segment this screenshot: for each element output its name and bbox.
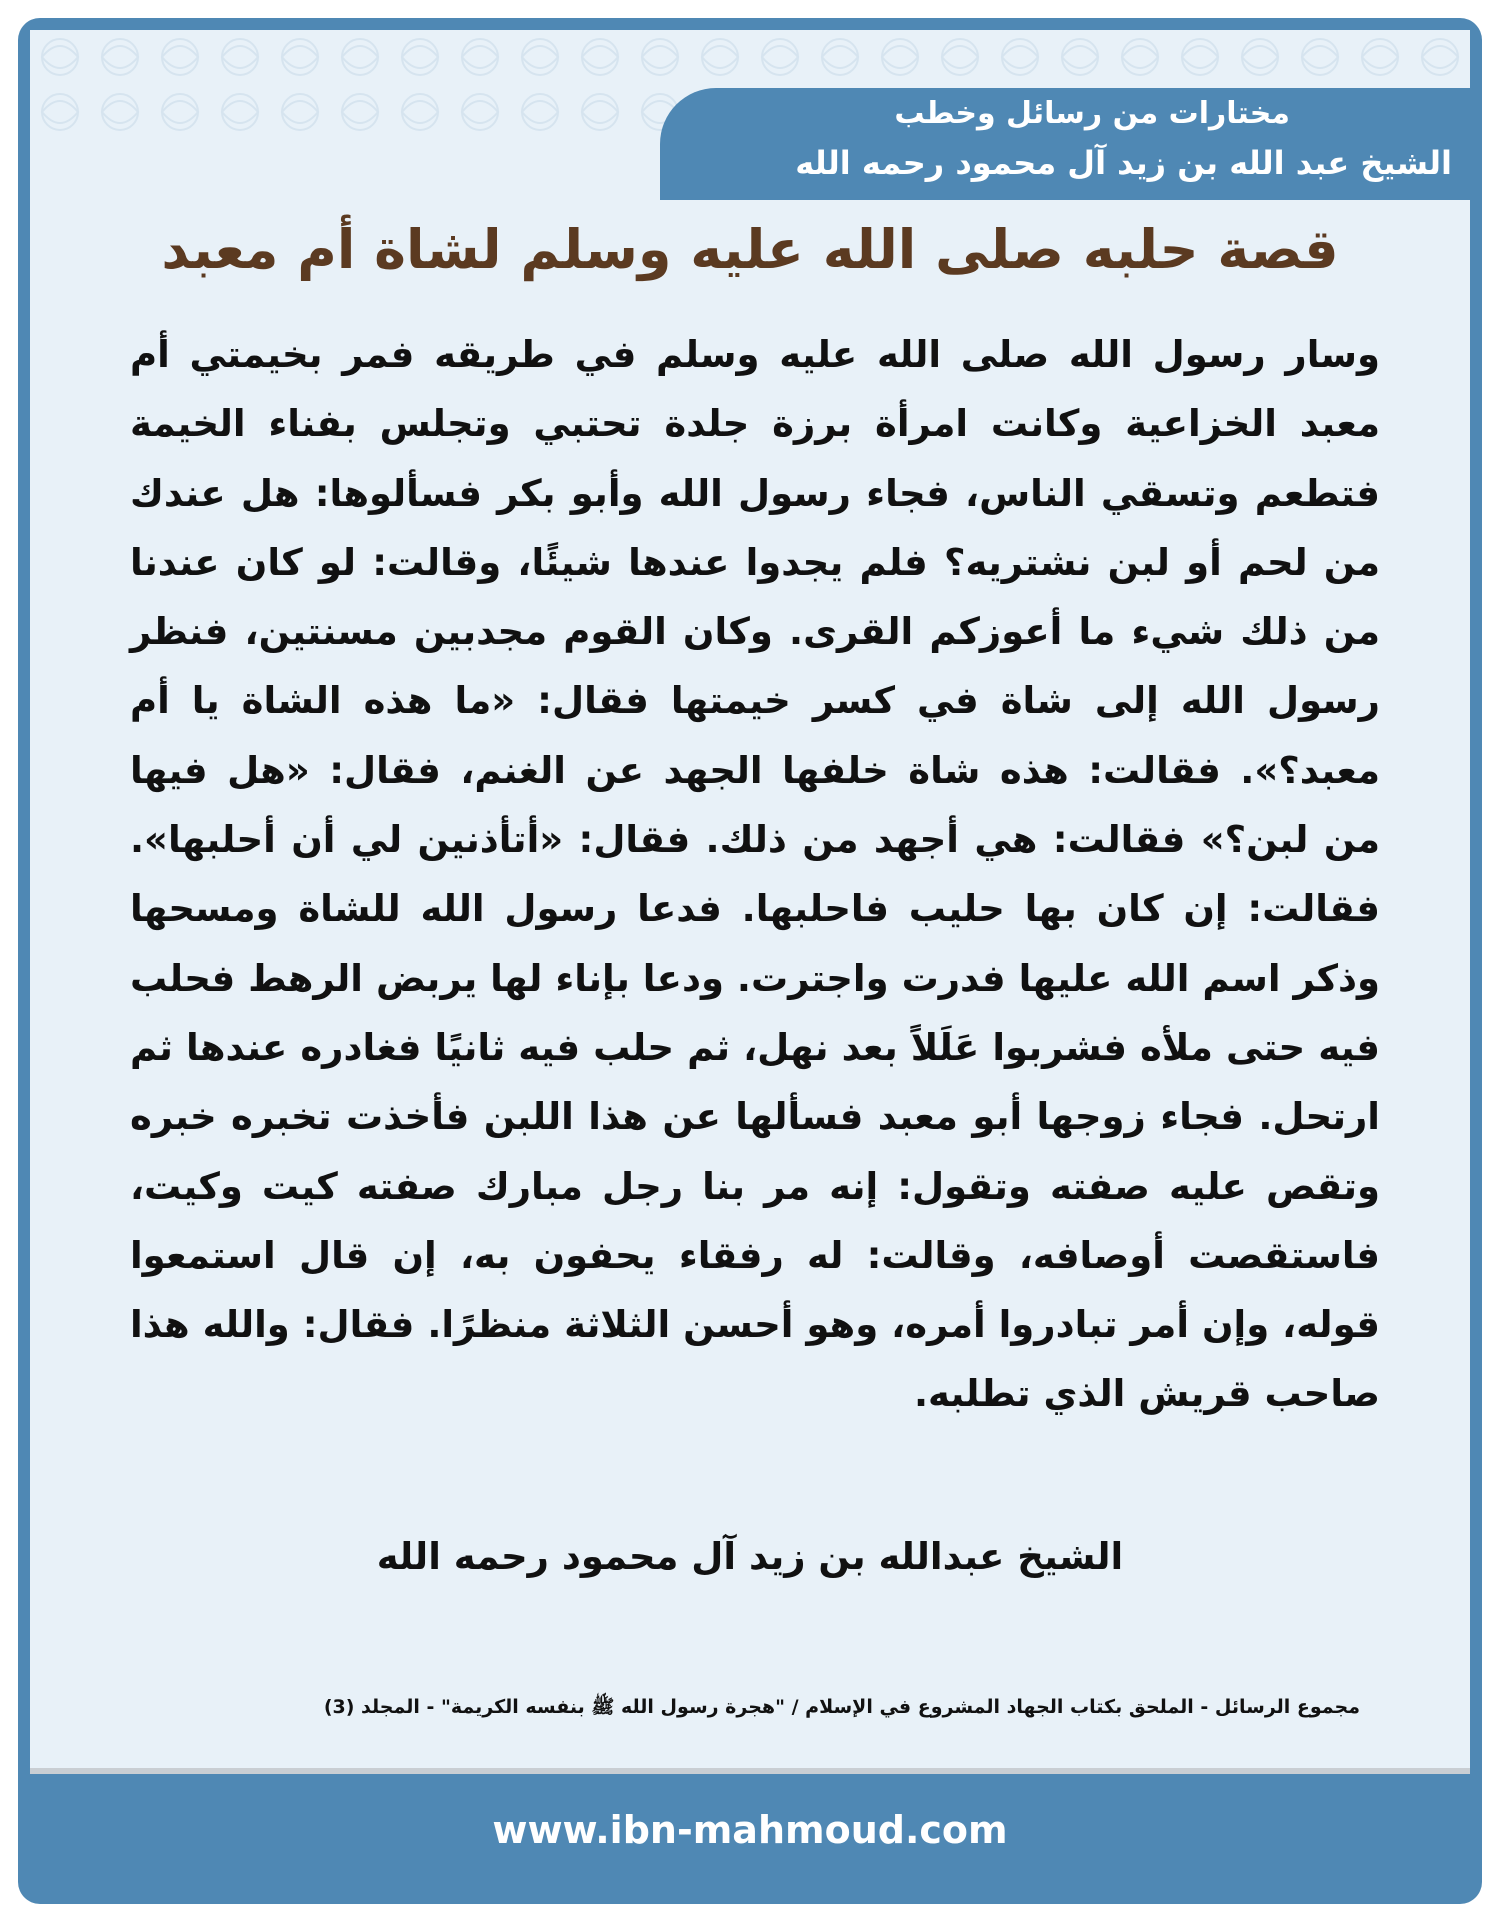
page-title: قصة حلبه صلى الله عليه وسلم لشاة أم معبد (161, 218, 1339, 281)
website-link[interactable]: www.ibn-mahmoud.com (492, 1808, 1008, 1852)
source-citation: مجموع الرسائل - الملحق بكتاب الجهاد المشروع في الإسلام / "هجرة رسول الله ﷺ بنفسه الكريمة" - المجلد (3) (323, 1696, 1360, 1718)
author-signature: الشيخ عبدالله بن زيد آل محمود رحمه الله (376, 1535, 1124, 1578)
content-panel (30, 30, 1470, 1774)
article-body: وسار رسول الله صلى الله عليه وسلم في طريقه فمر بخيمتي أم معبد الخزاعية وكانت امرأة برزة جلدة تحتبي وتجلس بفناء الخيمة فتطعم وتسقي الناس، فجاء رسول الله وأبو بكر فسألوها: هل عندك من لحم أو لبن نشتريه؟ فلم يجدوا عندها شيئًا، وقالت: لو كان عندنا من ذلك شيء ما أعوزكم القرى. وكان القوم مجدبين مسنتين، فنظر رسول الله إلى شاة في كسر خيمتها فقال: «ما هذه الشاة يا أم معبد؟». فقالت: هذه شاة خلفها الجهد عن الغنم، فقال: «هل فيها من لبن؟» فقالت: هي أجهد من ذلك. فقال: «أتأذنين لي أن أحلبها». فقالت: إن كان بها حليب فاحلبها. فدعا رسول الله للشاة ومسحها وذكر اسم الله عليها فدرت واجترت. ودعا بإناء لها يربض الرهط فحلب فيه حتى ملأه فشربوا عَلَلاً بعد نهل، ثم حلب فيه ثانيًا فغادره عندها ثم ارتحل. فجاء زوجها أبو معبد فسألها عن هذا اللبن فأخذت تخبره خبره وتقص عليه صفته وتقول: إنه مر بنا رجل مبارك صفته كيت وكيت، فاستقصت أوصافه، وقالت: له رفقاء يحفون به، إن قال استمعوا قوله، وإن أمر تبادروا أمره، وهو أحسن الثلاثة منظرًا. فقال: والله هذا صاحب قريش الذي تطلبه. (130, 333, 1380, 1416)
header-tab (660, 88, 1470, 200)
header-subtitle: مختارات من رسائل وخطب (894, 96, 1290, 131)
header-author: الشيخ عبد الله بن زيد آل محمود رحمه الله (795, 144, 1452, 182)
